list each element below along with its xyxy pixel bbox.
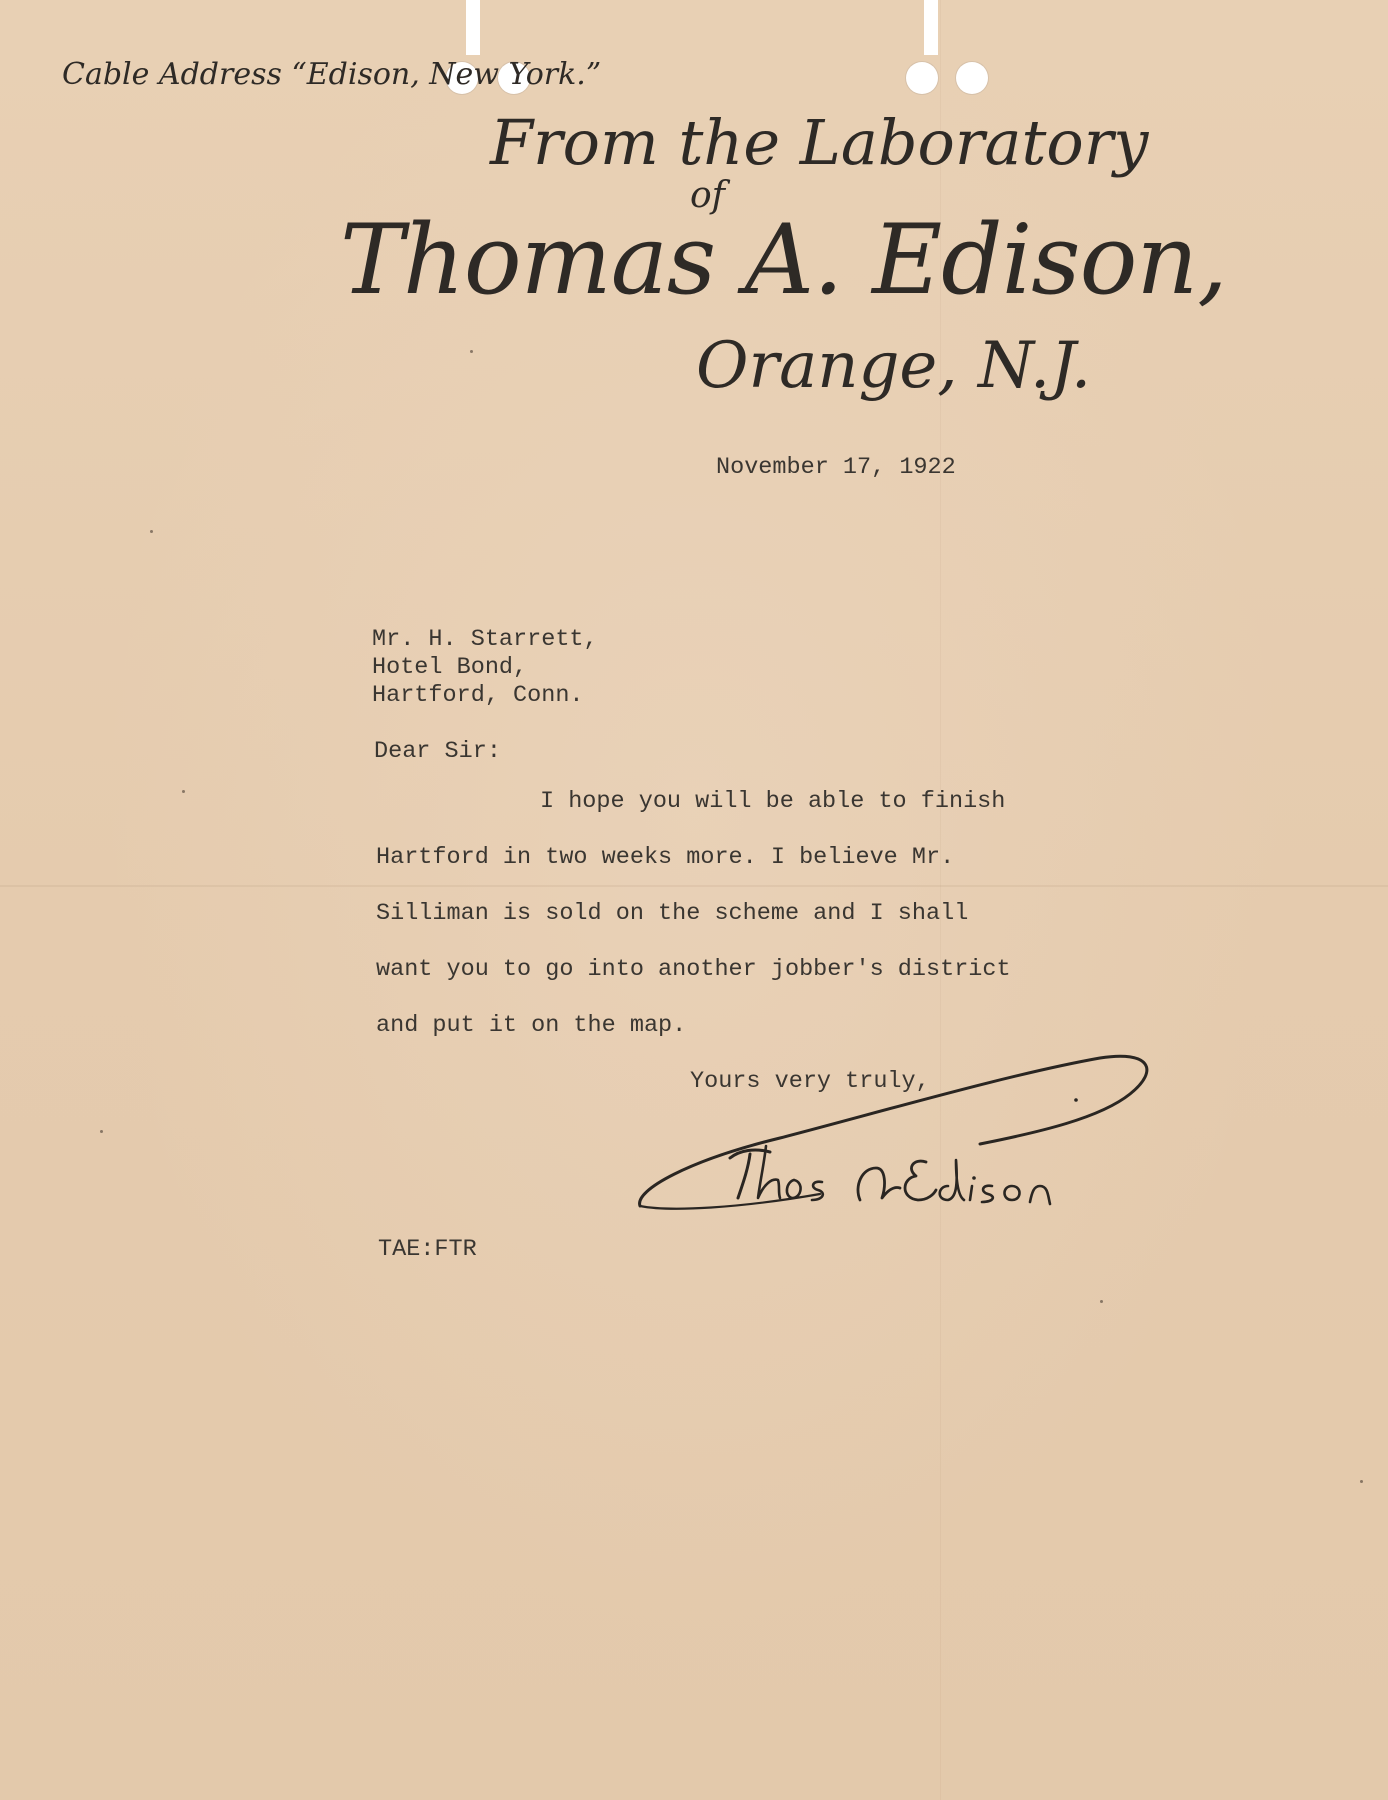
letterhead-name: Thomas A. Edison, (340, 204, 1227, 316)
body-line: Silliman is sold on the scheme and I shall (376, 900, 969, 927)
body-line: I hope you will be able to finish (540, 788, 1006, 815)
body-line: Hartford in two weeks more. I believe Mr. (376, 844, 955, 871)
recipient-name: Mr. H. Starrett, (372, 626, 598, 653)
letterhead-from-the-laboratory: From the Laboratory (490, 106, 1149, 179)
salutation: Dear Sir: (374, 738, 501, 765)
letterhead-location: Orange, N.J. (696, 329, 1092, 403)
binder-hole (906, 62, 938, 94)
horizontal-fold-line (0, 885, 1388, 887)
binder-tear-left (466, 0, 480, 55)
body-line: and put it on the map. (376, 1012, 687, 1039)
paper-speck (1100, 1300, 1103, 1303)
paper-speck (100, 1130, 103, 1133)
letter-date: November 17, 1922 (716, 454, 956, 481)
binder-tear-right (924, 0, 938, 55)
paper-speck (150, 530, 153, 533)
complimentary-closing: Yours very truly, (690, 1068, 930, 1095)
body-line: want you to go into another jobber's district (376, 956, 1011, 983)
paper-speck (470, 350, 473, 353)
paper-speck (1360, 1480, 1363, 1483)
recipient-address-line: Hotel Bond, (372, 654, 528, 681)
binder-hole (956, 62, 988, 94)
paper-speck (182, 790, 185, 793)
cable-address: Cable Address “Edison, New York.” (62, 57, 602, 92)
recipient-city-line: Hartford, Conn. (372, 682, 584, 709)
handwritten-signature (630, 1040, 1150, 1220)
letterhead-of: of (690, 175, 725, 216)
reference-initials: TAE:FTR (378, 1236, 477, 1263)
